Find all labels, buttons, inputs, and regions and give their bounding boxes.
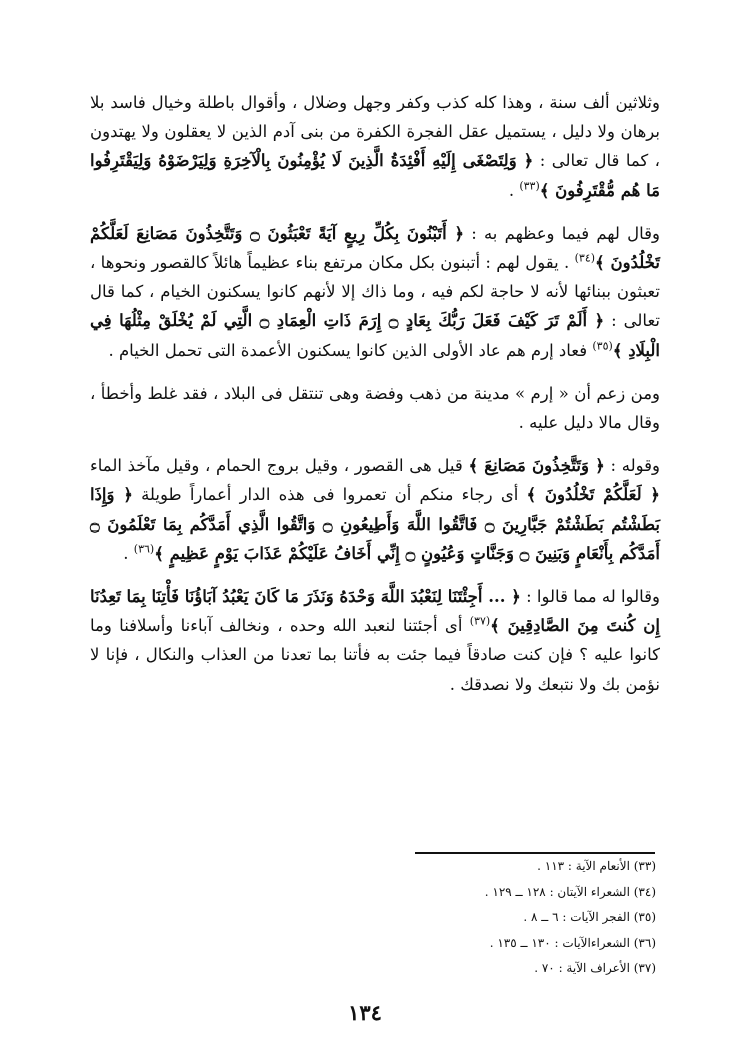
footnote: (٣٥) الفجر الآيات : ٦ ــ ٨ . — [523, 910, 656, 924]
paragraph — [90, 451, 660, 568]
paragraph-text: وقال لهم فيما وعظهم به : — [464, 223, 660, 243]
footnote: (٣٧) الأعراف الآية : ٧٠ . — [534, 961, 656, 975]
footnote-reference: (٣٣) — [519, 179, 540, 193]
footnotes — [380, 854, 656, 982]
paragraph-text: . — [508, 180, 520, 200]
paragraph-text: وقالوا له مما قالوا : — [520, 587, 660, 607]
footnote-reference: (٣٤) — [574, 251, 596, 265]
paragraph-text: . يقول لهم : أتبنون بكل مكان مرتفع بناء عظيماً هائلاً كالقصور ونحوها ، تعبثون ببنائها لأنه لا حاجة لكم فيه ، وما ذاك إلا لأنهم كانوا يسكنون الخيام ، كما قال تعالى : — [90, 253, 660, 331]
paragraph-text: ومن زعم أن « إرم » مدينة من ذهب وفضة وهى تنتقل فى البلاد ، فقد غلط وأخطأ ، وقال مالا دليل عليه . — [90, 383, 660, 433]
quran-verse: ﴿ وَلِتَصْغَى إِلَيْهِ أَفْئِدَةُ الَّذِينَ لَا يُؤْمِنُونَ بِالْآخِرَةِ وَلِيَرْضَوْهُ وَلِيَقْتَرِفُوا مَا هُم مُّقْتَرِفُونَ ﴾ — [90, 151, 660, 200]
paragraph-text: . — [123, 543, 134, 563]
quran-verse: ﴿ وَتَتَّخِذُونَ مَصَانِعَ ﴾ — [468, 456, 605, 476]
paragraph-text: فعاد إرم هم عاد الأولى الذين كانوا يسكنون الأعمدة التى تحمل الخيام . — [108, 340, 593, 360]
paragraph-text: وقوله : — [604, 456, 660, 476]
paragraph-text: أى رجاء منكم أن تعمروا فى هذه الدار أعماراً طويلة — [132, 485, 527, 505]
paragraph-text: وثلاثين ألف سنة ، وهذا كله كذب وكفر وجهل وضلال ، وأقوال باطلة وخيال فاسد بلا برهان ولا دليل ، يستميل عقل الفجرة الكفرة من بنى آدم الذين لا يعقلون ولا يهتدون ، كما قال تعالى : — [90, 93, 661, 171]
quran-verse: ﴿ ... أَجِئْتَنَا لِنَعْبُدَ اللَّهَ وَحْدَهُ وَنَذَرَ مَا كَانَ يَعْبُدُ آبَاؤُنَا فَأْتِنَا بِمَا تَعِدُنَا إِن كُنتَ مِنَ الصَّادِقِينَ ﴾ — [89, 587, 660, 636]
quran-verse: ﴿ أَلَمْ تَرَ كَيْفَ فَعَلَ رَبُّكَ بِعَادٍ ۝ إِرَمَ ذَاتِ الْعِمَادِ ۝ الَّتِي لَمْ يُخْلَقْ مِثْلُهَا فِي الْبِلَادِ ﴾ — [90, 311, 660, 360]
footnote-reference: (٣٥) — [592, 339, 613, 353]
footnote-reference: (٣٧) — [469, 614, 491, 628]
footnote: (٣٤) الشعراء الآيتان : ١٢٨ ــ ١٢٩ . — [484, 884, 656, 899]
main-text — [90, 88, 660, 713]
paragraph-text: أى أجئتنا لنعبد الله وحده ، ونخالف آباءنا وأسلافنا وما كانوا عليه ؟ فإن كنت صادقاً فيما جئت به فأتنا بما تعدنا من العذاب والنكال ، فإنا لا نؤمن بك ولا نتبعك ولا نصدقك . — [90, 616, 660, 694]
paragraph — [90, 219, 660, 365]
paragraph-text: قيل هى القصور ، وقيل بروج الحمام ، وقيل مآخذ الماء — [90, 456, 469, 476]
paragraph — [90, 88, 660, 205]
quran-verse: ﴿ أَتَبْنُونَ بِكُلِّ رِيعٍ آيَةً تَعْبَثُونَ ۝ وَتَتَّخِذُونَ مَصَانِعَ لَعَلَّكُمْ تَخْلُدُونَ ﴾ — [90, 223, 660, 273]
quran-verse: ﴿ لَعَلَّكُمْ تَخْلُدُونَ ﴾ — [526, 485, 660, 505]
footnote-reference: (٣٦) — [133, 542, 155, 556]
footnote: (٣٦) الشعراءالآيات : ١٣٠ ــ ١٣٥ . — [489, 935, 656, 950]
page-number: ١٣٤ — [348, 1000, 382, 1025]
paragraph — [90, 582, 660, 699]
footnote: (٣٣) الأنعام الآية : ١١٣ . — [537, 859, 656, 873]
quran-verse: ﴿ وَإِذَا بَطَشْتُم بَطَشْتُمْ جَبَّارِينَ ۝ فَاتَّقُوا اللَّهَ وَأَطِيعُونِ ۝ وَاتَّقُوا الَّذِي أَمَدَّكُم بِمَا تَعْلَمُونَ ۝ أَمَدَّكُم بِأَنْعَامٍ وَبَنِينَ ۝ وَجَنَّاتٍ وَعُيُونٍ ۝ إِنِّي أَخَافُ عَلَيْكُمْ عَذَابَ يَوْمٍ عَظِيمٍ ﴾ — [90, 485, 660, 563]
paragraph — [90, 379, 660, 437]
